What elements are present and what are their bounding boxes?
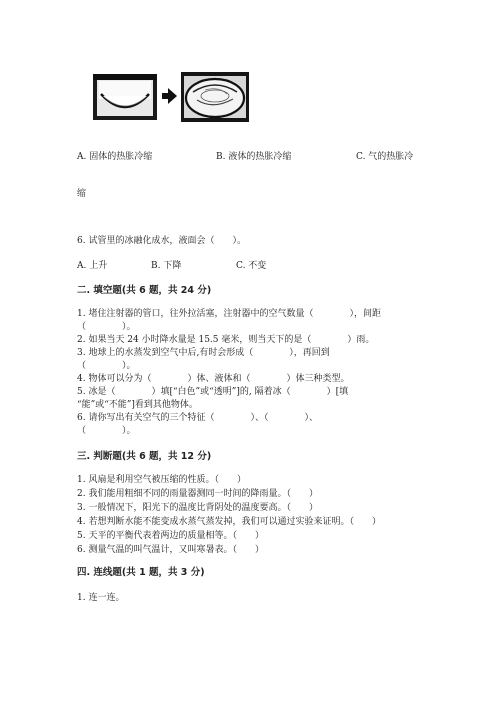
fill-line: 2. 如果当天 24 小时降水量是 15.5 毫米，则当天下的是（ ）雨。 bbox=[77, 335, 375, 345]
judge-line: 6. 测量气温的叫气温计，又叫寒暑表。（ ） bbox=[77, 545, 264, 555]
bowl-before-image bbox=[93, 74, 157, 120]
q6-option-b: B. 下降 bbox=[151, 261, 182, 271]
fill-line: 5. 冰是（ ）填[“白色”或“透明”]的, 隔着冰（ ）[填 bbox=[77, 387, 349, 397]
judge-line: 1. 风扇是利用空气被压缩的性质。（ ） bbox=[77, 475, 246, 485]
option-c: C. 气的热胀冷 bbox=[356, 152, 414, 162]
judge-line: 5. 天平的平衡代表着两边的质量相等。（ ） bbox=[77, 531, 264, 541]
fill-line: “能”或“不能”]看到其他物体。 bbox=[77, 400, 198, 410]
judge-line: 4. 若想判断水能不能变成水蒸气蒸发掉，我们可以通过实验来证明。（ ） bbox=[77, 517, 381, 527]
right-arrow-icon bbox=[162, 88, 177, 104]
bowl-after-image bbox=[181, 72, 249, 122]
q6-option-a: A. 上升 bbox=[77, 261, 108, 271]
question-6: 6. 试管里的冰融化成水，液面会（ ）。 bbox=[77, 236, 246, 246]
matching-question-1: 1. 连一连。 bbox=[77, 593, 125, 603]
fill-line: （ ）。 bbox=[77, 426, 136, 436]
option-a: A. 固体的热胀冷缩 bbox=[77, 152, 153, 162]
q6-option-c: C. 不变 bbox=[236, 261, 267, 271]
section-heading-fill-blank: 二. 填空题(共 6 题，共 24 分) bbox=[77, 285, 212, 296]
fill-line: 3. 地球上的水蒸发到空气中后,有时会形成（ ），再回到 bbox=[77, 348, 330, 358]
judge-line: 3. 一般情况下，阳光下的温度比背阴处的温度要高。（ ） bbox=[77, 503, 318, 513]
fill-line: 4. 物体可以分为（ ）体、液体和（ ）体三种类型。 bbox=[77, 374, 350, 384]
fill-line: 1. 堵住注射器的管口，往外拉活塞，注射器中的空气数量（ ），间距 bbox=[77, 309, 381, 319]
fill-line: （ ）。 bbox=[77, 322, 136, 332]
experiment-figure bbox=[93, 72, 253, 124]
fill-line: （ ）。 bbox=[77, 361, 136, 371]
fill-line: 6. 请你写出有关空气的三个特征（ ）、（ ）、 bbox=[77, 413, 318, 423]
section-heading-true-false: 三. 判断题(共 6 题，共 12 分) bbox=[77, 451, 212, 462]
option-b: B. 液体的热胀冷缩 bbox=[216, 152, 292, 162]
option-c-wrap: 缩 bbox=[77, 189, 87, 199]
judge-line: 2. 我们能用粗细不同的雨量器测同一时间的降雨量。（ ） bbox=[77, 489, 318, 499]
section-heading-matching: 四. 连线题(共 1 题，共 3 分) bbox=[77, 567, 205, 578]
